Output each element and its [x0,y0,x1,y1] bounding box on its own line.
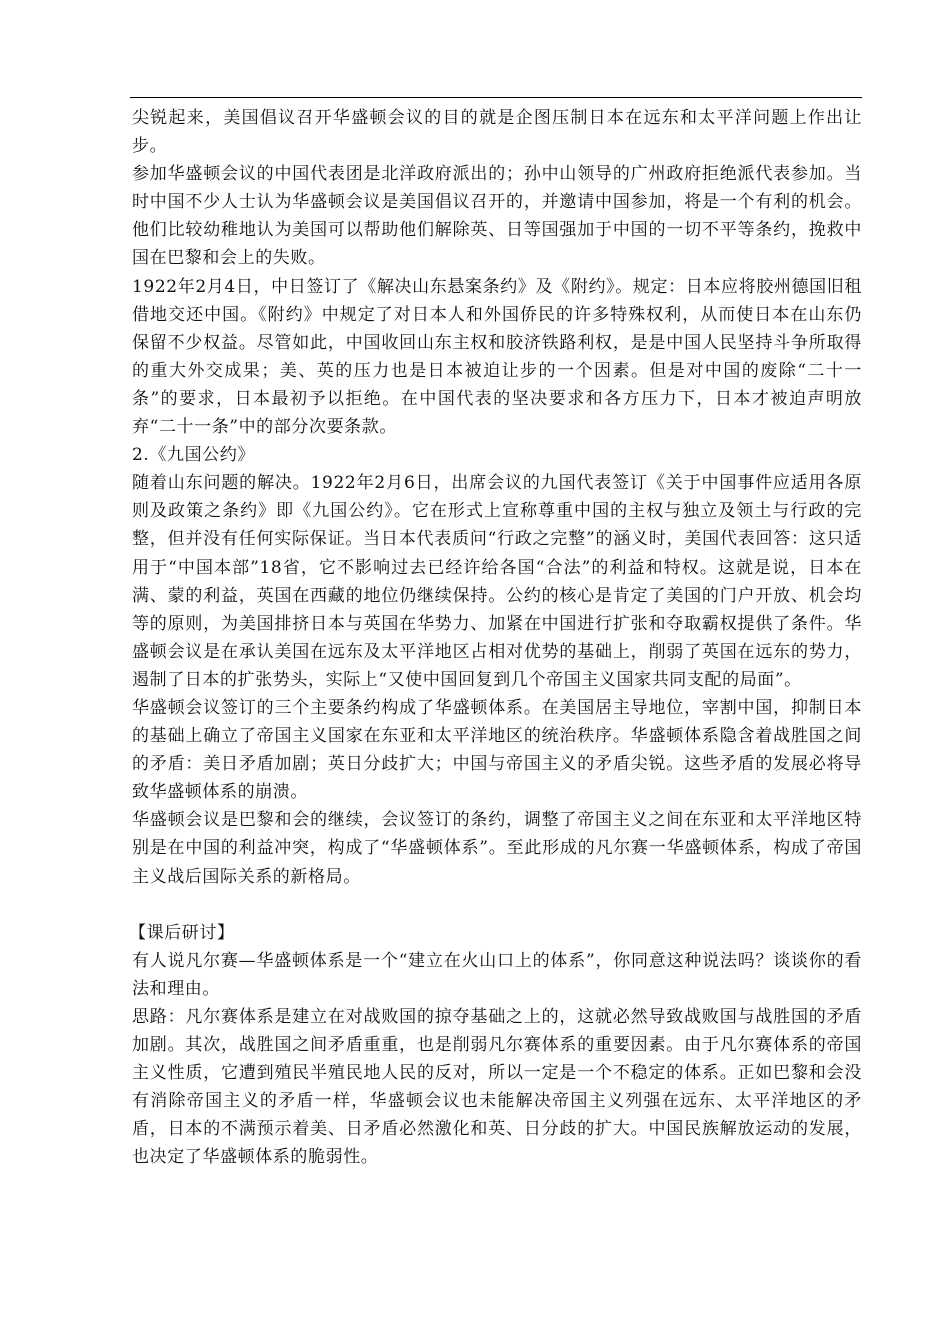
paragraph-intro-continued: 尖锐起来，美国倡议召开华盛顿会议的目的就是企图压制日本在远东和太平洋问题上作出让步。 [132,108,862,157]
paragraph-versailles-washington-system: 华盛顿会议是巴黎和会的继续，会议签订的条约，调整了帝国主义之间在东亚和太平洋地区特别是在中国的利益冲突，构成了“华盛顿体系”。至此形成的凡尔赛一华盛顿体系，构成了帝国主义战后国际关系的新格局。 [132,810,862,887]
blank-line [132,891,862,919]
document-body [129,104,862,1171]
section-heading-after-class-discussion: 【课后研讨】 [129,922,235,943]
paragraph-nine-power-treaty: 随着山东问题的解决。1922年2月6日，出席会议的九国代表签订《关于中国事件应适用各原则及政策之条约》即《九国公约》。它在形式上宣称尊重中国的主权与独立及领土与行政的完整，但并没有任何实际保证。当日本代表质问“行政之完整”的涵义时，美国代表回答：这只适用于“中国本部”18省，它不影响过去已经许给各国“合法”的利益和特权。这就是说，日本在满、蒙的利益，英国在西藏的地位仍继续保持。公约的核心是肯定了美国的门户开放、机会均等的原则，为美国排挤日本与英国在华势力、加紧在中国进行扩张和夺取霸权提供了条件。华盛顿会议是在承认美国在远东及太平洋地区占相对优势的基础上，削弱了英国在远东的势力，遏制了日本的扩张势头，实际上“又使中国回复到几个帝国主义国家共同支配的局面”。 [132,473,862,690]
header-rule [130,97,862,98]
paragraph-discussion-answer: 思路：凡尔赛体系是建立在对战败国的掠夺基础之上的，这就必然导致战败国与战胜国的矛盾加剧。其次，战胜国之间矛盾重重，也是削弱凡尔赛体系的重要因素。由于凡尔赛体系的帝国主义性质，它遭到殖民半殖民地人民的反对，所以一定是一个不稳定的体系。正如巴黎和会没有消除帝国主义的矛盾一样，华盛顿会议也未能解决帝国主义列强在远东、太平洋地区的矛盾，日本的不满预示着美、日矛盾必然激化和英、日分歧的扩大。中国民族解放运动的发展，也决定了华盛顿体系的脆弱性。 [132,1006,862,1168]
section-heading-nine-power-treaty: 2.《九国公约》 [132,445,256,466]
paragraph-chinese-delegation: 参加华盛顿会议的中国代表团是北洋政府派出的；孙中山领导的广州政府拒绝派代表参加。当时中国不少人士认为华盛顿会议是美国倡议召开的，并邀请中国参加，将是一个有利的机会。他们比较幼稚地认为美国可以帮助他们解除英、日等国强加于中国的一切不平等条约，挽救中国在巴黎和会上的失败。 [132,164,862,269]
paragraph-shandong-treaty: 1922年2月4日，中日签订了《解决山东悬案条约》及《附约》。规定：日本应将胶州德国旧租借地交还中国。《附约》中规定了对日本人和外国侨民的许多特殊权利，从而使日本在山东仍保留不少权益。尽管如此，中国收回山东主权和胶济铁路利权，是是中国人民坚持斗争所取得的重大外交成果；美、英的压力也是日本被迫让步的一个因素。但是对中国的废除“二十一条”的要求，日本最初予以拒绝。在中国代表的坚决要求和各方压力下，日本才被迫声明放弃“二十一条”中的部分次要条款。 [132,276,862,438]
paragraph-washington-system: 华盛顿会议签订的三个主要条约构成了华盛顿体系。在美国居主导地位，宰割中国，抑制日本的基础上确立了帝国主义国家在东亚和太平洋地区的统治秩序。华盛顿体系隐含着战胜国之间的矛盾：美日矛盾加剧；英日分歧扩大；中国与帝国主义的矛盾尖锐。这些矛盾的发展必将导致华盛顿体系的崩溃。 [132,697,862,803]
paragraph-discussion-question: 有人说凡尔赛—华盛顿体系是一个“建立在火山口上的体系”，你同意这种说法吗？谈谈你的看法和理由。 [132,950,862,999]
